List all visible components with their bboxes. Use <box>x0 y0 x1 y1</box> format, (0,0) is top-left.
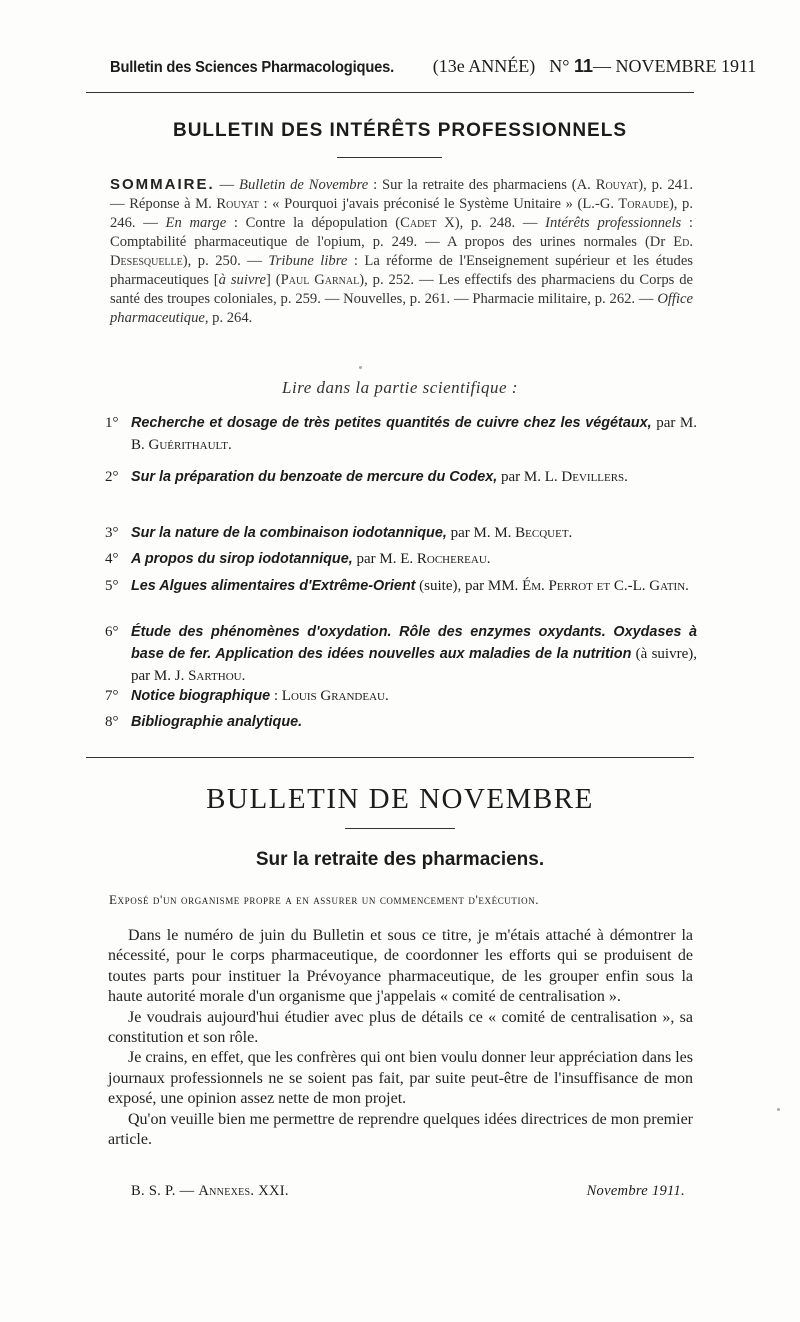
sommaire-text: : « Pourquoi j'avais préconisé le Système Unitaire » ( <box>258 196 583 212</box>
sommaire-italic: Tribune libre <box>268 253 348 269</box>
item-title: Sur la nature de la combinaison iodotannique, <box>131 525 447 541</box>
issue-prefix: N° <box>549 56 570 76</box>
sommaire-italic: à suivre <box>218 272 266 288</box>
item-title: A propos du sirop iodotannique, <box>131 551 353 567</box>
sommaire-text: ] ( <box>266 272 281 288</box>
sommaire-author: Rouyat <box>216 196 259 212</box>
item-title: Les Algues alimentaires d'Extrême-Orient <box>131 578 416 594</box>
list-item <box>105 685 697 707</box>
page-footer <box>131 1183 691 1200</box>
item-title: Sur la préparation du benzoate de mercure du Codex, <box>131 469 498 485</box>
sommaire-text: ), p. 248. — <box>454 215 546 231</box>
lire-heading: Lire dans la partie scientifique : <box>282 378 518 397</box>
sommaire-text: ), p. 250. — <box>182 253 269 269</box>
sommaire-author: Ed. Desesquelle <box>110 234 693 269</box>
article-subtitle: Exposé d'un organisme propre a en assurer un commencement d'exécution. <box>109 892 540 907</box>
list-item <box>105 548 697 570</box>
sommaire-text: : Comptabilité pharmaceutique de l'opium, p. 249. — A propos des urines normales (Dr <box>110 215 693 250</box>
item-by: (suite), par MM. <box>415 578 523 594</box>
sommaire-text: ), p. 246. — <box>110 196 693 231</box>
item-number: 7° <box>105 688 119 704</box>
sommaire-italic: Bulletin de Novembre <box>239 177 369 193</box>
item-by: : <box>270 688 282 704</box>
paragraph: Je voudrais aujourd'hui étudier avec plus de détails ce « comité de centralisation », sa constitution et son rôle. <box>108 1008 693 1047</box>
sommaire-text: — <box>214 177 240 193</box>
sommaire-text: : Sur la retraite des pharmaciens ( <box>368 177 577 193</box>
bulletin-heading: BULLETIN DE NOVEMBRE <box>206 783 594 815</box>
item-by: par M. <box>651 415 697 431</box>
sommaire-text: : Contre la dépopulation ( <box>226 215 401 231</box>
header-rule <box>86 92 694 93</box>
item-author: Sarthou. <box>188 668 246 684</box>
sommaire-author: A. Rouyat <box>576 177 639 193</box>
sommaire-text: , p. 264. <box>204 310 253 326</box>
section-divider <box>86 757 694 758</box>
running-head <box>110 56 757 77</box>
paragraph: Dans le numéro de juin du Bulletin et sous ce titre, je m'étais attaché à démontrer la nécessité, pour le corps pharmaceutique, de coordonner les efforts qui se produisent de toutes parts pour instituer la Prévoyance pharmaceutique, de les grouper enfin sous la haute autorité morale d'un organisme que j'appelais « comité de centralisation ». <box>108 927 693 1006</box>
item-author: Becquet. <box>515 525 573 541</box>
sommaire-author: L.-G. Toraude <box>582 196 669 212</box>
item-author: Ém. Perrot et C.-L. Gatin. <box>522 578 689 594</box>
item-number: 2° <box>105 469 119 485</box>
item-title: Recherche et dosage de très petites quantités de cuivre chez les végétaux, <box>131 415 652 431</box>
article-body <box>108 926 693 1150</box>
list-item <box>105 466 697 488</box>
sommaire-text: ), p. 241. — Réponse à M. <box>110 177 693 212</box>
bulletin-heading-rule <box>345 828 455 829</box>
article-title: Sur la retraite des pharmaciens. <box>255 849 545 870</box>
list-item <box>105 621 697 687</box>
sommaire-text: ), p. 252. — Les effectifs des pharmaciens du Corps de santé des troupes coloniales, p. 259. — Nouvelles, p. 261. — Pharmacie militaire, p. 262. — <box>110 272 693 307</box>
section-title-rule <box>337 157 442 158</box>
item-by: (à suivre), par M. J. <box>131 646 697 684</box>
paper-speck <box>359 366 362 369</box>
paper-speck <box>777 1108 780 1111</box>
footer-left-annex: Annexes. XXI. <box>198 1183 289 1199</box>
item-number: 8° <box>105 714 119 730</box>
list-item <box>105 711 697 733</box>
footer-date: Novembre 1911. <box>586 1183 685 1199</box>
issue-number: 11 <box>573 56 593 76</box>
sommaire-author: Paul Garnal <box>280 272 360 288</box>
footer-right <box>587 1183 685 1200</box>
item-by: par M. E. <box>352 551 417 567</box>
section-title: BULLETIN DES INTÉRÊTS PROFESSIONNELS <box>172 120 628 141</box>
sommaire-italic: En marge <box>165 215 227 231</box>
item-number: 3° <box>105 525 119 541</box>
item-number: 1° <box>105 415 119 431</box>
item-title: Notice biographique <box>131 688 271 704</box>
item-author: B. Guérithault. <box>131 437 232 453</box>
year-label: (13e ANNÉE) <box>432 56 536 76</box>
list-item <box>105 412 697 456</box>
sommaire-author: Cadet X <box>400 215 455 231</box>
journal-name: Bulletin des Sciences Pharmacologiques. <box>110 59 395 76</box>
paragraph: Qu'on veuille bien me permettre de reprendre quelques idées directrices de mon premier article. <box>108 1110 693 1149</box>
paragraph: Je crains, en effet, que les confrères qui ont bien voulu donner leur appréciation dans les journaux professionnels ne se soient pas fait, par suite peut-être de l'insuffisance de mon exposé, une opinion assez nette de mon projet. <box>108 1049 693 1108</box>
item-title: Étude des phénomènes d'oxydation. Rôle des enzymes oxydants. Oxydases à base de fer. Application des idées nouvelles aux maladies de la nutrition <box>131 624 697 662</box>
sommaire-italic: Intérêts professionnels <box>545 215 682 231</box>
issue-month: — NOVEMBRE 1911 <box>592 56 757 76</box>
item-title: Bibliographie analytique. <box>131 714 303 730</box>
list-item <box>105 575 697 597</box>
item-number: 6° <box>105 624 119 640</box>
footer-left-prefix: B. S. P. — <box>131 1183 199 1199</box>
item-author: Devillers. <box>561 469 628 485</box>
sommaire-italic: Office pharmaceutique <box>110 291 693 326</box>
sommaire-text: : La réforme de l'Enseignement supérieur et les études pharmaceutiques [ <box>110 253 693 288</box>
item-by: par M. L. <box>497 469 562 485</box>
item-number: 5° <box>105 578 119 594</box>
list-item <box>105 522 697 544</box>
item-author: Louis Grandeau. <box>281 688 389 704</box>
sommaire-paragraph <box>110 175 693 328</box>
item-number: 4° <box>105 551 119 567</box>
item-by: par M. M. <box>446 525 516 541</box>
issue-label <box>549 56 756 76</box>
item-author: Rochereau. <box>416 551 491 567</box>
sommaire-label: SOMMAIRE. <box>110 176 215 193</box>
